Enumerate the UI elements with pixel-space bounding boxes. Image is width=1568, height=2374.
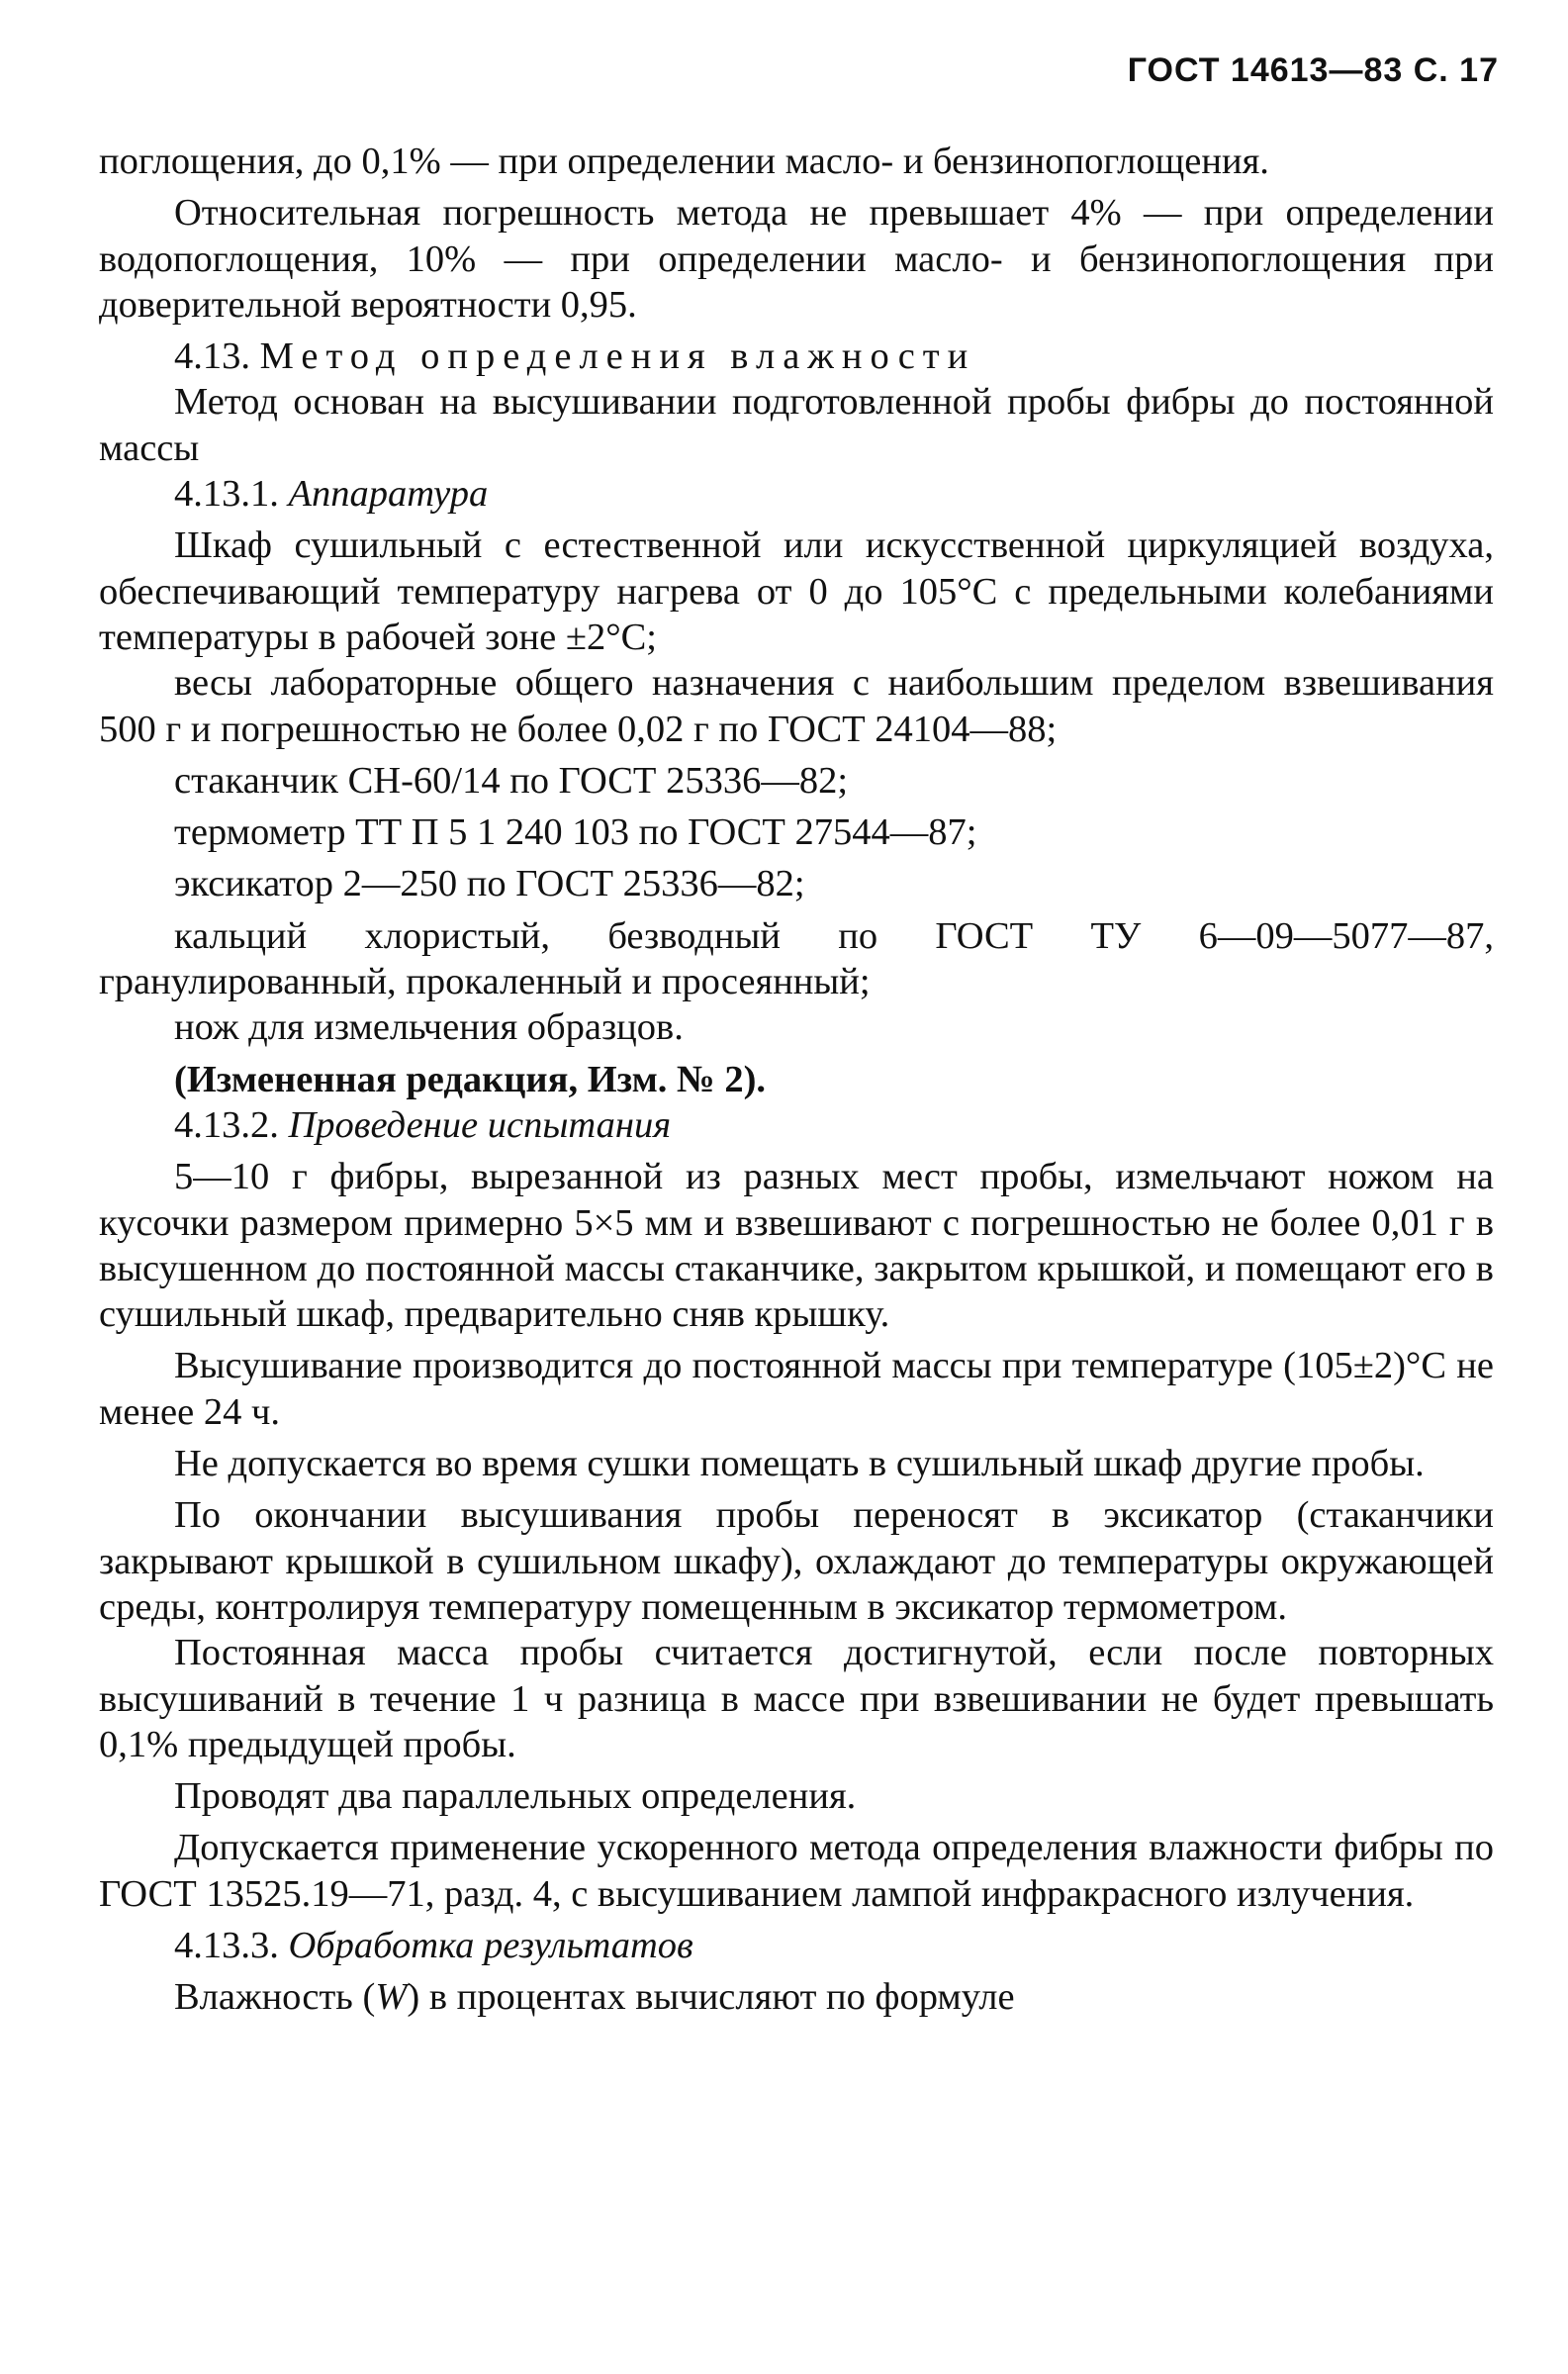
section-number: 4.13.3.	[174, 1924, 279, 1966]
section-number: 4.13.1.	[174, 473, 279, 516]
text-fragment: Влажность (	[174, 1976, 376, 2019]
section-number: 4.13.	[174, 335, 250, 378]
paragraph-after-drying: По окончании высушивания пробы переносят в эксикатор (стаканчики закрывают крышкой в сушильном шкафу), охлаждают до температуры окружающей среды, контролируя температуру помещенным в эксикатор термометром.	[99, 1494, 1494, 1628]
section-4-13-2-heading	[99, 1102, 1494, 1148]
paragraph-desiccator: эксикатор 2—250 по ГОСТ 25336—82;	[174, 863, 805, 905]
section-number: 4.13.2.	[174, 1103, 279, 1146]
paragraph-drying-cabinet: Шкаф сушильный с естественной или искусственной циркуляцией воздуха, обеспечивающий температуру нагрева от 0 до 105°С с предельными колебаниями температуры в рабочей зоне ±2°С;	[99, 524, 1494, 658]
paragraph-sample-prep: 5—10 г фибры, вырезанной из разных мест пробы, измельчают ножом на кусочки размером примерно 5×5 мм и взвешивают с погрешностью не более 0,01 г в высушенном до постоянной массы стаканчике, закрытом крышкой, и помещают его в сушильный шкаф, предварительно сняв крышку.	[99, 1156, 1494, 1336]
paragraph-parallel-determinations: Проводят два параллельных определения.	[174, 1775, 857, 1818]
paragraph-method-basis: Метод основан на высушивании подготовленной пробы фибры до постоянной массы	[99, 381, 1494, 469]
paragraph-constant-mass: Постоянная масса пробы считается достигнутой, если после повторных высушиваний в течение 1 ч разница в массе при взвешивании не будет превышать 0,1% предыдущей пробы.	[99, 1632, 1494, 1765]
paragraph-beaker: стаканчик СН-60/14 по ГОСТ 25336—82;	[174, 759, 849, 802]
section-4-13-3-heading	[99, 1923, 1494, 1968]
section-title: Аппаратура	[288, 473, 489, 516]
paragraph-accelerated-method: Допускается применение ускоренного метода определения влажности фибры по ГОСТ 13525.19—71, разд. 4, с высушиванием лампой инфракрасного излучения.	[99, 1827, 1494, 1915]
section-4-13-1-heading	[99, 471, 1494, 517]
paragraph-scales: весы лабораторные общего назначения с наибольшим пределом взвешивания 500 г и погрешностью не более 0,02 г по ГОСТ 24104—88;	[99, 662, 1494, 750]
paragraph-relative-error: Относительная погрешность метода не превышает 4% — при определении водопоглощения, 10% — при определении масло- и бензинопоглощения при доверительной вероятности 0,95.	[99, 192, 1494, 326]
paragraph-thermometer: термометр ТТ П 5 1 240 103 по ГОСТ 27544—87;	[174, 811, 977, 854]
paragraph-drying-temperature: Высушивание производится до постоянной массы при температуре (105±2)°С не менее 24 ч.	[99, 1345, 1494, 1433]
section-title: Обработка результатов	[288, 1924, 693, 1966]
paragraph-continuation: поглощения, до 0,1% — при определении масло- и бензинопоглощения.	[99, 141, 1269, 182]
paragraph-calcium-chloride: кальций хлористый, безводный по ГОСТ ТУ 6—09—5077—87, гранулированный, прокаленный и просеянный;	[99, 914, 1494, 1003]
section-title: Проведение испытания	[288, 1103, 672, 1146]
paragraph-no-other-samples: Не допускается во время сушки помещать в сушильный шкаф другие пробы.	[174, 1443, 1425, 1485]
section-4-13-heading	[99, 333, 1494, 379]
page-body	[99, 139, 1494, 2021]
running-header: ГОСТ 14613—83 С. 17	[1127, 51, 1499, 89]
variable-w: W	[375, 1976, 408, 2019]
paragraph-amendment-note: (Измененная редакция, Изм. № 2).	[174, 1058, 767, 1100]
text-fragment: ) в процентах вычисляют по формуле	[407, 1976, 1015, 2019]
section-title: Метод определения влажности	[259, 335, 976, 378]
paragraph-humidity-formula-intro	[99, 1974, 1494, 2020]
paragraph-knife: нож для измельчения образцов.	[174, 1006, 684, 1049]
